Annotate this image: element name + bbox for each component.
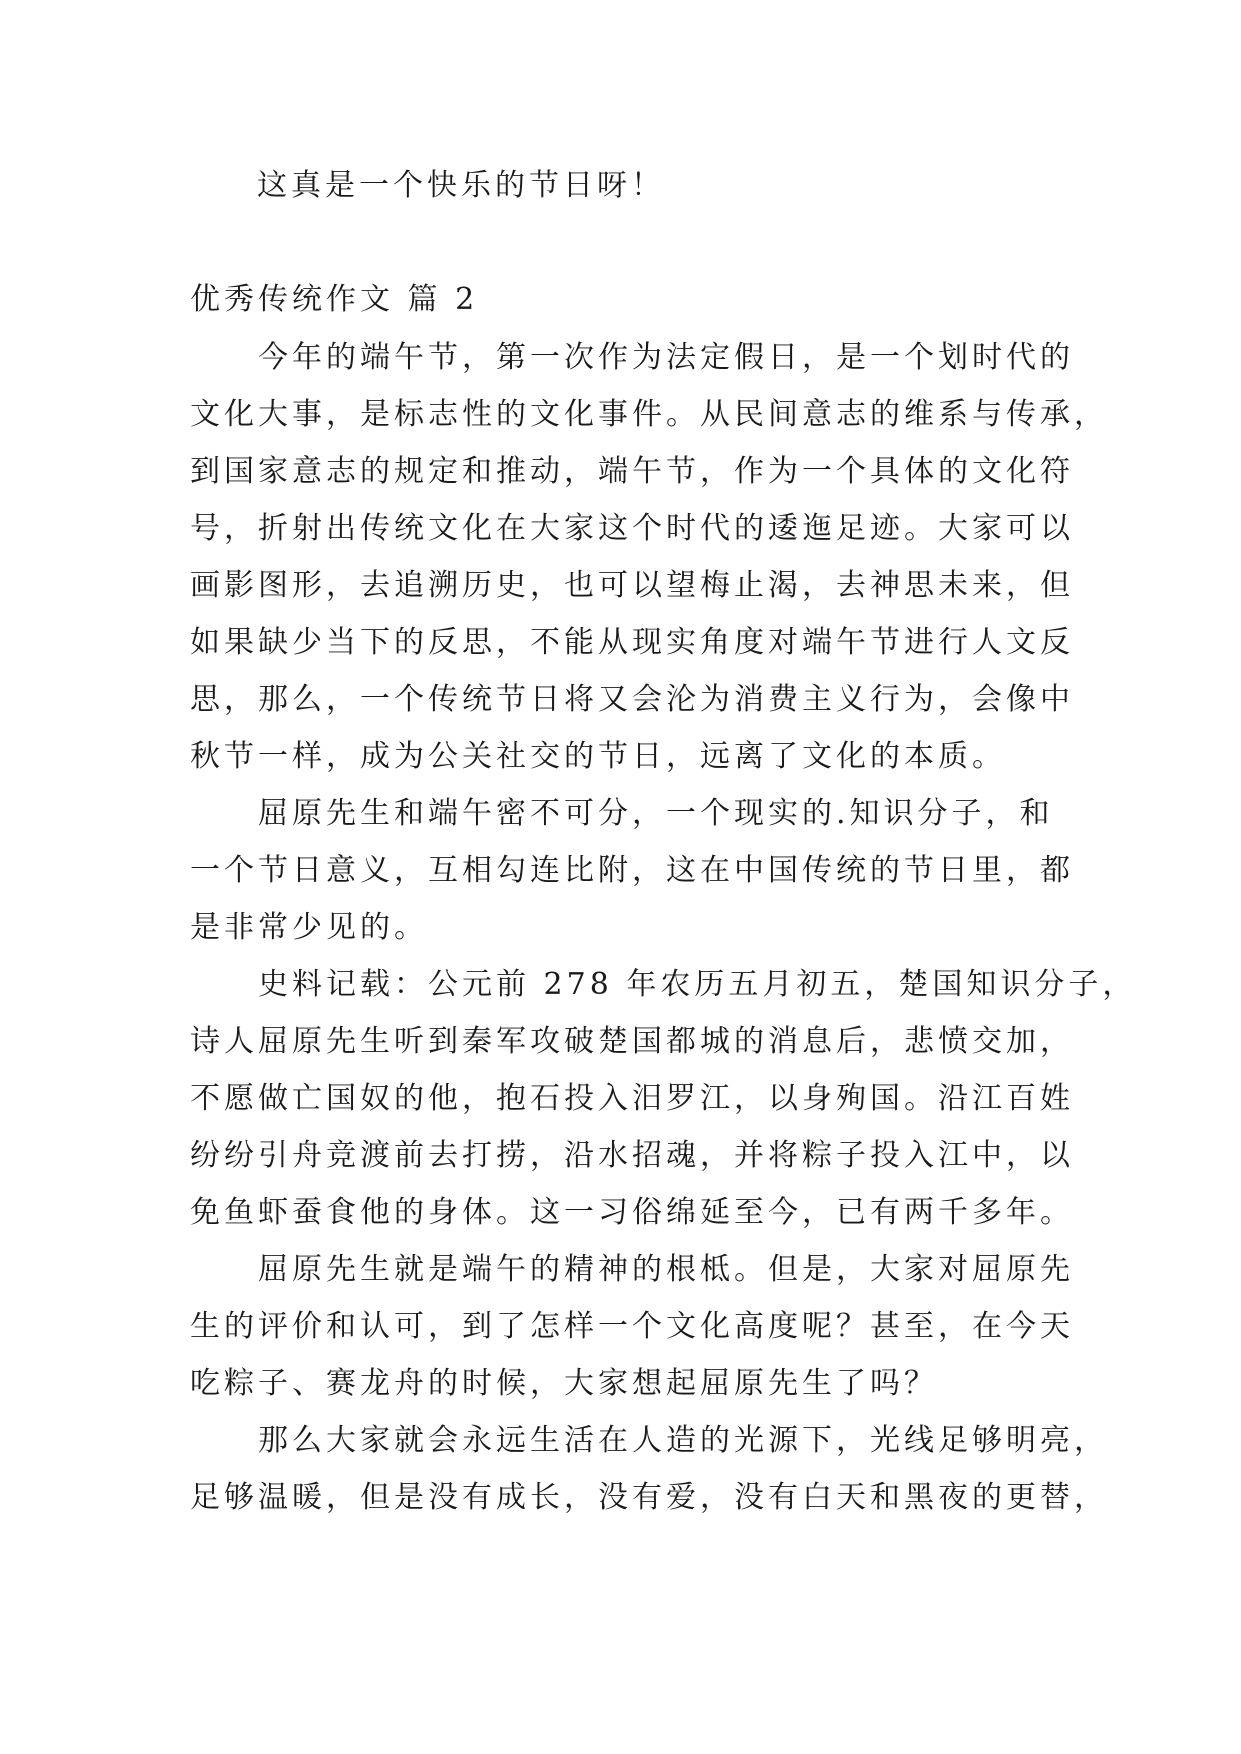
paragraph-line: 诗人屈原先生听到秦军攻破楚国都城的消息后，悲愤交加， bbox=[190, 1024, 1074, 1059]
paragraph-line: 吃粽子、赛龙舟的时候，大家想起屈原先生了吗？ bbox=[190, 1366, 938, 1401]
opening-line: 这真是一个快乐的节日呀！ bbox=[257, 168, 665, 203]
paragraph-line: 画影图形，去追溯历史，也可以望梅止渴，去神思未来，但 bbox=[190, 568, 1074, 603]
section-heading: 优秀传统作文 篇 2 bbox=[190, 282, 479, 317]
paragraph-line: 如果缺少当下的反思，不能从现实角度对端午节进行人文反 bbox=[190, 625, 1074, 660]
paragraph-line: 屈原先生和端午密不可分，一个现实的.知识分子，和 bbox=[258, 796, 1054, 831]
paragraph-line: 是非常少见的。 bbox=[190, 910, 428, 945]
paragraph-line: 纷纷引舟竞渡前去打捞，沿水招魂，并将粽子投入江中，以 bbox=[190, 1138, 1074, 1173]
paragraph-line: 号，折射出传统文化在大家这个时代的逶迤足迹。大家可以 bbox=[190, 511, 1074, 546]
paragraph-line: 史料记载：公元前 278 年农历五月初五，楚国知识分子， bbox=[258, 967, 1137, 1002]
paragraph-line: 生的评价和认可，到了怎样一个文化高度呢？甚至，在今天 bbox=[190, 1309, 1074, 1344]
paragraph-line: 那么大家就会永远生活在人造的光源下，光线足够明亮， bbox=[258, 1423, 1108, 1458]
paragraph-line: 一个节日意义，互相勾连比附，这在中国传统的节日里，都 bbox=[190, 853, 1074, 888]
paragraph-line: 文化大事，是标志性的文化事件。从民间意志的维系与传承， bbox=[190, 397, 1108, 432]
paragraph-line: 免鱼虾蚕食他的身体。这一习俗绵延至今，已有两千多年。 bbox=[190, 1195, 1074, 1230]
paragraph-line: 秋节一样，成为公关社交的节日，远离了文化的本质。 bbox=[190, 739, 1006, 774]
paragraph-line: 思，那么，一个传统节日将又会沦为消费主义行为，会像中 bbox=[190, 682, 1074, 717]
paragraph-line: 屈原先生就是端午的精神的根柢。但是，大家对屈原先 bbox=[258, 1252, 1074, 1287]
paragraph-line: 到国家意志的规定和推动，端午节，作为一个具体的文化符 bbox=[190, 454, 1074, 489]
paragraph-line: 足够温暖，但是没有成长，没有爱，没有白天和黑夜的更替， bbox=[190, 1480, 1108, 1515]
paragraph-line: 不愿做亡国奴的他，抱石投入汨罗江，以身殉国。沿江百姓 bbox=[190, 1081, 1074, 1116]
paragraph-line: 今年的端午节，第一次作为法定假日，是一个划时代的 bbox=[258, 340, 1074, 375]
